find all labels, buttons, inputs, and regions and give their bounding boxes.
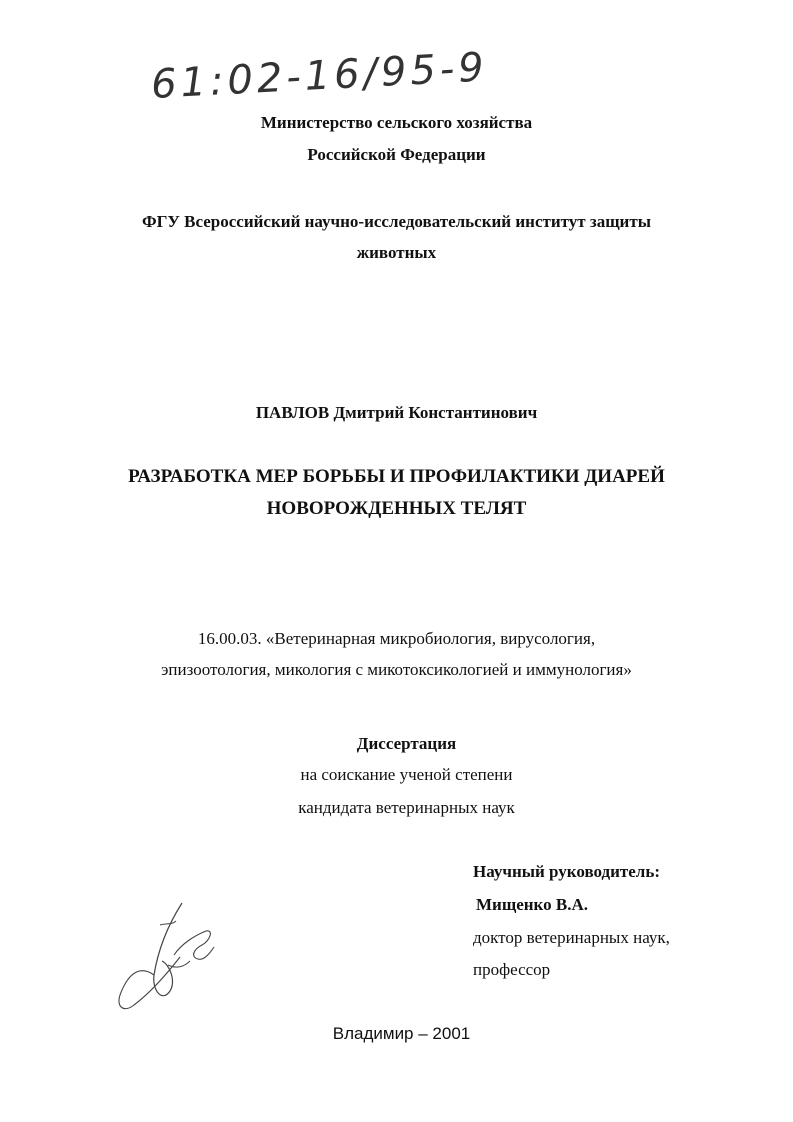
- author-name: [0, 403, 793, 423]
- author-given-names: Дмитрий Константинович: [333, 403, 538, 422]
- author-surname: ПАВЛОВ: [255, 403, 330, 422]
- ministry-line-2: Российской Федерации: [307, 145, 486, 164]
- supervisor-name: Мищенко В.А.: [476, 895, 588, 914]
- supervisor-degree: доктор ветеринарных наук,: [473, 928, 670, 947]
- institute-line-2: животных: [356, 243, 437, 262]
- specialty-line-2: эпизоотология, микология с микотоксикологией и иммунология»: [161, 660, 632, 679]
- institute-line-1: ФГУ Всероссийский научно-исследовательский институт защиты: [142, 212, 651, 231]
- supervisor-label: Научный руководитель:: [473, 862, 660, 881]
- dissertation-title-line-1: РАЗРАБОТКА МЕР БОРЬБЫ И ПРОФИЛАКТИКИ ДИАРЕЙ: [128, 466, 665, 487]
- city-year: Владимир – 2001: [332, 1024, 471, 1043]
- supervisor-rank: профессор: [473, 960, 551, 979]
- handwritten-catalog-number: 61:02-16/95-9: [150, 44, 489, 108]
- specialty-line-1: 16.00.03. «Ветеринарная микробиология, вирусология,: [197, 629, 596, 648]
- ministry-line-1: Министерство сельского хозяйства: [260, 113, 533, 132]
- handwritten-signature: [110, 895, 225, 1020]
- dissertation-title-line-2: НОВОРОЖДЕННЫХ ТЕЛЯТ: [266, 498, 527, 519]
- work-type-line-2: кандидата ветеринарных наук: [298, 798, 515, 817]
- work-type-line-1: на соискание ученой степени: [300, 765, 513, 784]
- work-type-heading: Диссертация: [356, 734, 457, 753]
